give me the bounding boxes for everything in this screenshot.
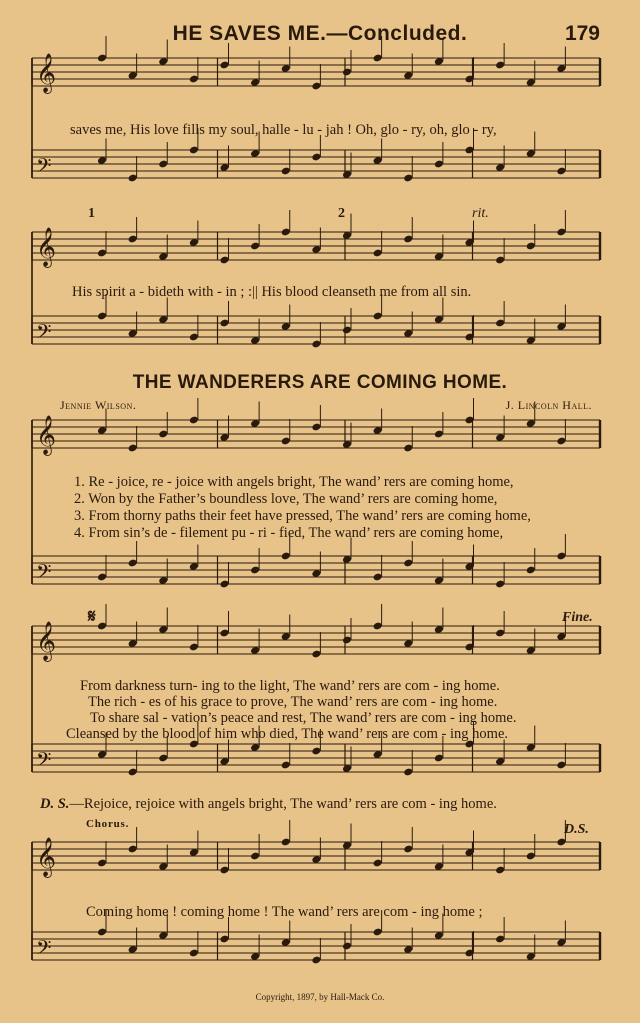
verse-3-line-a: 3. From thorny paths their feet have pressed, The wand’ rers are coming home, [74,508,531,524]
chorus-lyric: Coming home ! coming home ! The wand’ rers are com - ing home ; [86,904,483,920]
copyright-notice: Copyright, 1897, by Hall-Mack Co. [255,992,385,1002]
verse-2-line-a: 2. Won by the Father’s boundless love, The wand’ rers are coming home, [74,491,498,507]
verse-2-line-b: The rich - es of his grace to prove, The wand’ rers are com - ing home. [88,694,498,710]
verse-1-line-b: From darkness turn- ing to the light, The wand’ rers are com - ing home. [80,678,500,694]
song-title: THE WANDERERS ARE COMING HOME. [132,372,508,393]
ds-mark: D.S. [564,822,589,837]
lyric-line-1: saves me, His love fills my soul, halle - lu - jah ! Oh, glo - ry, oh, glo - ry, [70,122,497,138]
page-header-title: HE SAVES ME.—Concluded. [172,22,468,45]
svg-text:𝄢: 𝄢 [36,560,52,588]
chorus-label: Chorus. [86,818,130,830]
page-number: 179 [564,22,600,45]
ds-label: D. S. [40,796,70,812]
composer-credit: J. Lincoln Hall. [505,398,592,412]
svg-text:𝄢: 𝄢 [36,748,52,776]
lyric-line-2: His spirit a - bideth with - in ; :|| His blood cleanseth me from all sin. [72,284,472,300]
lyricist-credit: Jennie Wilson. [60,398,137,412]
ending-1-label: 1 [88,206,95,221]
verse-4-line-a: 4. From sin’s de - filement pu - ri - fied, The wand’ rers are coming home, [74,525,504,541]
ending-2-label: 2 [338,206,345,221]
segno-sign: 𝄋 [88,606,96,626]
svg-text:𝄞: 𝄞 [36,415,57,455]
fine-mark: Fine. [562,610,593,625]
svg-text:𝄞: 𝄞 [36,837,57,877]
svg-text:𝄢: 𝄢 [36,154,52,182]
verse-1-line-a: 1. Re - joice, re - joice with angels bright, The wand’ rers are coming home, [74,474,514,490]
verse-4-line-b: Cleansed by the blood of him who died, The wand’ rers are com - ing home. [66,726,509,742]
svg-text:𝄞: 𝄞 [36,227,57,267]
ritardando-mark: rit. [472,206,489,221]
svg-text:𝄞: 𝄞 [36,621,57,661]
svg-text:𝄢: 𝄢 [36,320,52,348]
ds-text: —Rejoice, rejoice with angels bright, The wand’ rers are com - ing home. [69,796,497,812]
verse-3-line-b: To share sal - vation’s peace and rest, The wand’ rers are com - ing home. [90,710,517,726]
ds-line [40,796,497,813]
svg-text:𝄞: 𝄞 [36,53,57,93]
svg-text:𝄢: 𝄢 [36,936,52,964]
